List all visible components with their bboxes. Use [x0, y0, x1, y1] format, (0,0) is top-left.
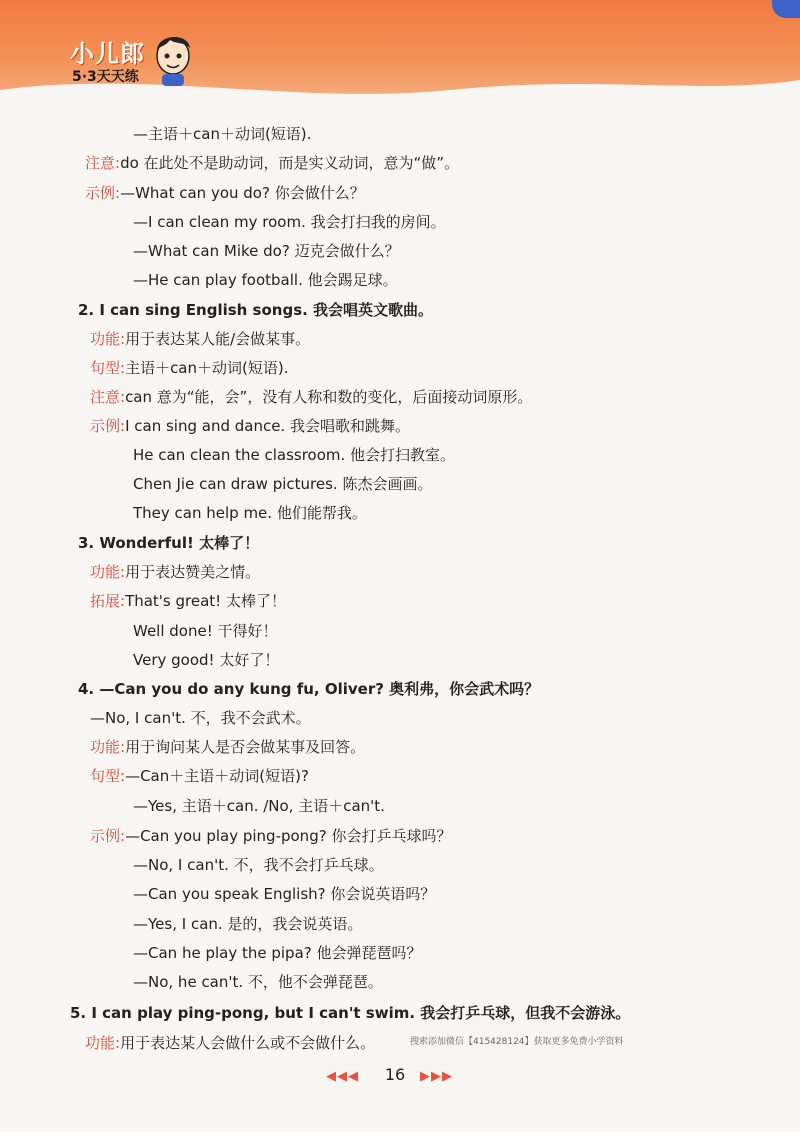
text-line [90, 707, 311, 728]
text-line [133, 620, 278, 641]
line-text: can 意为“能，会”，没有人称和数的变化，后面接动词原形。 [125, 388, 533, 406]
line-text: 3. Wonderful! 太棒了！ [78, 534, 260, 552]
line-text: 用于表达某人会做什么或不会做什么。 [120, 1034, 376, 1052]
line-label: 功能: [85, 1034, 121, 1052]
line-text: —主语＋can＋动词(短语). [133, 125, 312, 143]
line-label: 功能: [90, 330, 126, 348]
line-text: 4. —Can you do any kung fu, Oliver? 奥利弗，你会武术吗？ [78, 680, 540, 698]
line-text: 主语＋can＋动词(短语). [125, 359, 289, 377]
text-line [85, 152, 459, 173]
footer-note: 搜索添加微信【415428124】获取更多免费小学资料 [410, 1037, 624, 1047]
text-line [70, 1002, 630, 1023]
line-text: —No, I can't. 不，我不会武术。 [90, 709, 311, 727]
text-line [133, 502, 367, 523]
line-label: 示例: [90, 827, 126, 845]
text-line [133, 240, 400, 261]
line-text: do 在此处不是助动词，而是实义动词，意为“做”。 [120, 154, 460, 172]
line-text: —Yes, 主语＋can. /No, 主语＋can't. [133, 797, 385, 815]
line-label: 注意: [90, 388, 126, 406]
page-number: 16 [384, 1065, 406, 1084]
text-line [85, 182, 365, 203]
line-text: —He can play football. 他会踢足球。 [133, 271, 398, 289]
next-arrows-icon: ▶▶▶ [420, 1069, 453, 1084]
line-text: —Can you speak English? 你会说英语吗？ [133, 885, 436, 903]
line-label: 拓展: [90, 592, 126, 610]
text-line [133, 942, 422, 963]
text-line [78, 299, 433, 320]
line-text: —No, I can't. 不，我不会打乒乓球。 [133, 856, 384, 874]
line-text: 用于表达赞美之情。 [125, 563, 261, 581]
page-header [0, 0, 800, 110]
line-text: —Can you play ping-pong? 你会打乒乓球吗？ [125, 827, 452, 845]
line-label: 功能: [90, 563, 126, 581]
text-line [78, 678, 539, 699]
text-line [90, 590, 286, 611]
text-line [90, 328, 310, 349]
text-line [133, 854, 384, 875]
text-line [133, 649, 279, 670]
line-text: Chen Jie can draw pictures. 陈杰会画画。 [133, 475, 433, 493]
text-line [90, 415, 410, 436]
line-text: —I can clean my room. 我会打扫我的房间。 [133, 213, 446, 231]
text-line [133, 123, 311, 144]
text-line [90, 357, 288, 378]
line-text: Very good! 太好了！ [133, 651, 280, 669]
line-text: —What can you do? 你会做什么？ [120, 184, 365, 202]
text-line [85, 1032, 375, 1053]
brand-logo-text: 小儿郎 [70, 40, 145, 68]
text-line [133, 795, 385, 816]
text-line [133, 444, 455, 465]
line-text: 5. I can play ping-pong, but I can't swim. 我会打乒乓球，但我不会游泳。 [70, 1004, 631, 1022]
mascot-icon [148, 28, 198, 88]
prev-arrows-icon: ◀◀◀ [326, 1069, 359, 1084]
text-line [133, 971, 383, 992]
text-line [90, 736, 365, 757]
text-line [90, 561, 260, 582]
line-text: I can sing and dance. 我会唱歌和跳舞。 [125, 417, 410, 435]
line-label: 示例: [90, 417, 126, 435]
line-label: 句型: [90, 767, 126, 785]
line-label: 注意: [85, 154, 121, 172]
line-text: They can help me. 他们能帮我。 [133, 504, 367, 522]
text-line [90, 386, 532, 407]
line-text: 用于表达某人能/会做某事。 [125, 330, 311, 348]
text-line [90, 765, 309, 786]
line-label: 句型: [90, 359, 126, 377]
line-label: 功能: [90, 738, 126, 756]
text-line [133, 913, 362, 934]
line-text: 2. I can sing English songs. 我会唱英文歌曲。 [78, 301, 434, 319]
text-line [133, 473, 432, 494]
text-line [78, 532, 259, 553]
line-text: —Can he play the pipa? 他会弹琵琶吗？ [133, 944, 422, 962]
line-text: —Can＋主语＋动词(短语)? [125, 767, 309, 785]
line-text: Well done! 干得好！ [133, 622, 278, 640]
line-text: 用于询问某人是否会做某事及回答。 [125, 738, 366, 756]
line-text: —No, he can't. 不，他不会弹琵琶。 [133, 973, 383, 991]
text-line [133, 269, 398, 290]
text-line [133, 211, 446, 232]
line-label: 示例: [85, 184, 121, 202]
line-text: He can clean the classroom. 他会打扫教室。 [133, 446, 456, 464]
line-text: —What can Mike do? 迈克会做什么？ [133, 242, 400, 260]
text-line [90, 825, 451, 846]
text-line [133, 883, 435, 904]
brand-subtitle: 5·3天天练 [72, 69, 139, 85]
line-text: That's great! 太棒了！ [125, 592, 286, 610]
line-text: —Yes, I can. 是的，我会说英语。 [133, 915, 363, 933]
